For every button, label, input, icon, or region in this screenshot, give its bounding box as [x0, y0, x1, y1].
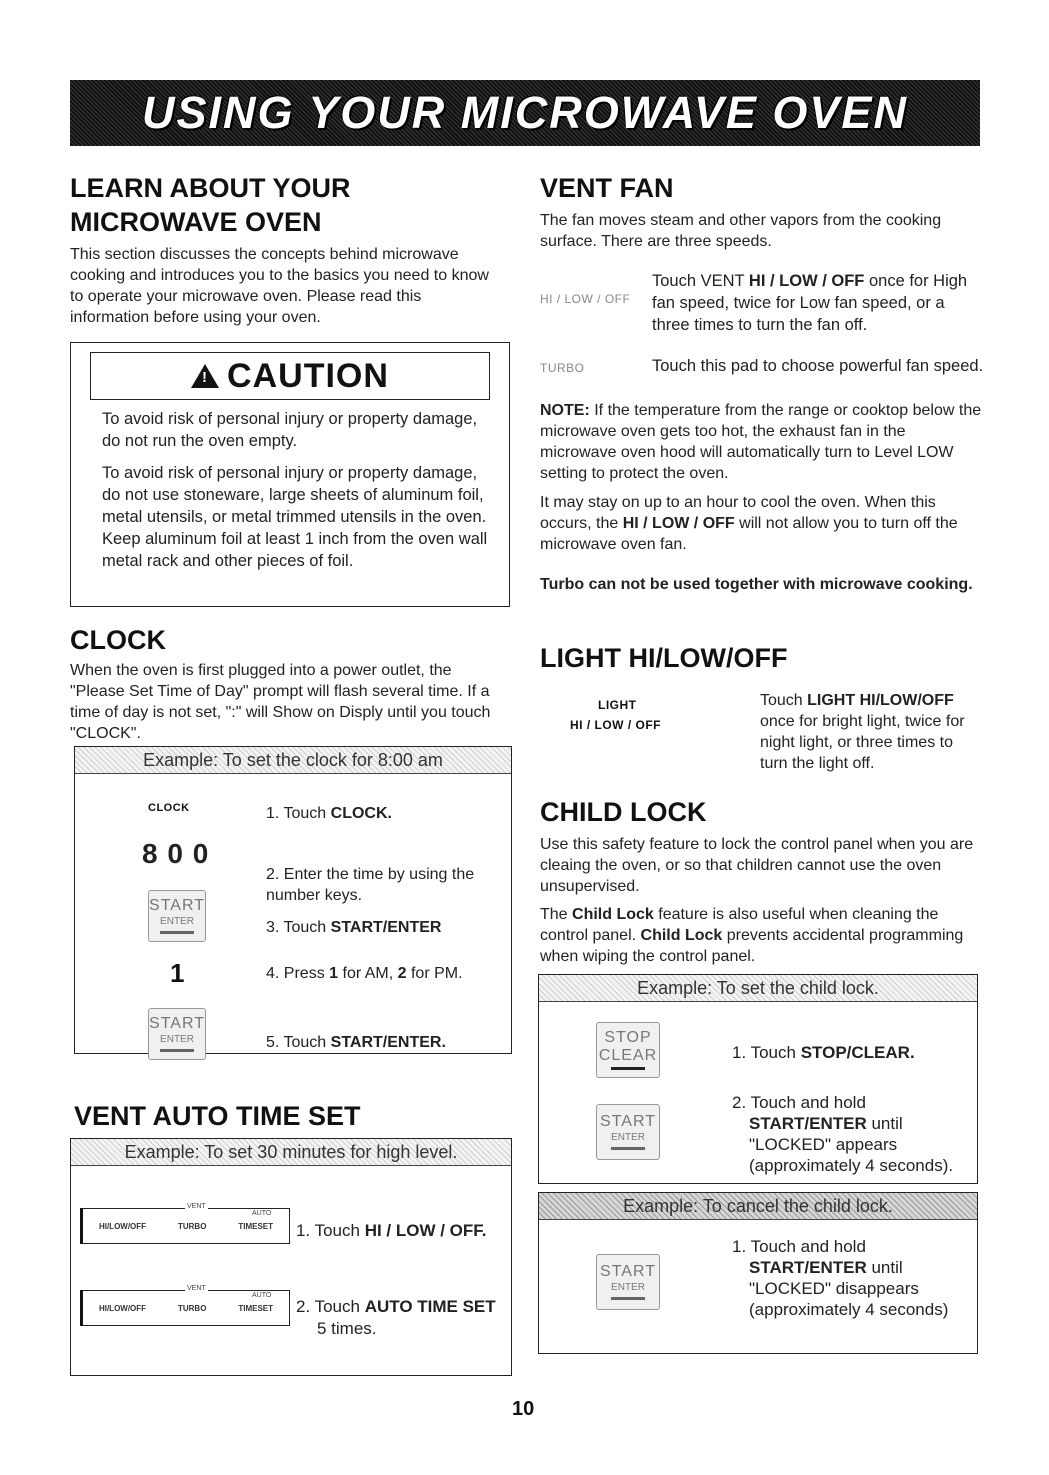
turbo-key: TURBO — [177, 1221, 207, 1231]
stop-clear-key — [596, 1022, 660, 1078]
vent-hilowoff-key: HI / LOW / OFF — [540, 292, 631, 306]
child-lock-heading: CHILD LOCK — [540, 797, 707, 827]
child-set-step-2: 2. Touch and hold — [732, 1093, 866, 1112]
caution-para-2: To avoid risk of personal injury or property damage, do not use stoneware, large sheets of aluminum foil, metal utensils, or metal trimmed utensils in the oven. Keep aluminum foil at least 1 inch from the oven wall metal rack and other pieces of foil. — [102, 464, 488, 570]
clock-heading: CLOCK — [70, 625, 166, 655]
start-enter-key-4 — [596, 1254, 660, 1310]
vent-label: VENT — [187, 1203, 206, 1210]
start-key-text: START — [600, 1263, 656, 1280]
key-underline — [611, 1067, 645, 1070]
clock-digit-one: 1 — [170, 958, 185, 988]
light-heading: LIGHT HI/LOW/OFF — [540, 643, 788, 673]
auto-label: AUTO — [252, 1292, 272, 1299]
caution-para-1: To avoid risk of personal injury or property damage, do not run the oven empty. — [102, 410, 478, 450]
child-lock-body-2: The Child Lock feature is also useful when cleaning the control panel. Child Lock prevents accidental programming when wiping the control panel. — [540, 906, 964, 965]
turbo-key: TURBO — [177, 1303, 207, 1313]
start-enter-key-3 — [596, 1104, 660, 1160]
child-lock-body: Use this safety feature to lock the control panel when you are cleaing the oven, or so that children cannot use the oven unsupervised. — [540, 836, 974, 895]
key-underline — [160, 1049, 194, 1052]
vent-auto-heading: VENT AUTO TIME SET — [74, 1101, 361, 1131]
enter-key-text: ENTER — [611, 1282, 645, 1293]
learn-body: This section discusses the concepts behind microwave cooking and introduces you to the basics you need to know to operate your microwave oven. Please read this information before using your oven. — [70, 246, 489, 326]
vent-note: NOTE: If the temperature from the range or cooktop below the microwave oven gets too hot, the exhaust fan in the microwave oven hood will automatically turn to Level LOW setting to protect the oven. — [540, 402, 982, 482]
clear-key-text: CLEAR — [598, 1047, 658, 1064]
timeset-key: TIMESET — [238, 1303, 274, 1313]
child-lock-cancel-header: Example: To cancel the child lock. — [539, 1193, 977, 1220]
child-set-step-1: 1. Touch STOP/CLEAR. — [732, 1043, 915, 1062]
vent-note-2: It may stay on up to an hour to cool the oven. When this occurs, the HI / LOW / OFF will not allow you to turn off the microwave oven fan. — [540, 494, 958, 553]
vent-hilowoff-desc: Touch VENT HI / LOW / OFF once for High fan speed, twice for Low fan speed, or a three times to turn the fan off. — [652, 272, 968, 334]
learn-heading-line2: MICROWAVE OVEN — [70, 207, 322, 237]
vent-auto-step-1: 1. Touch HI / LOW / OFF. — [296, 1221, 487, 1240]
child-cancel-step-1-l3: "LOCKED" disappears — [749, 1279, 919, 1298]
vent-auto-step-2: 2. Touch AUTO TIME SET — [296, 1297, 496, 1316]
page-number: 10 — [512, 1398, 535, 1420]
page-banner — [70, 80, 980, 146]
caution-title-box — [90, 352, 490, 400]
hilowoff-key: HI/LOW/OFF — [98, 1303, 147, 1313]
vent-fan-body: The fan moves steam and other vapors from the cooking surface. There are three speeds. — [540, 212, 942, 250]
vent-auto-example-header: Example: To set 30 minutes for high level. — [71, 1139, 511, 1166]
vent-label: VENT — [187, 1285, 206, 1292]
light-key-line2: HI / LOW / OFF — [570, 718, 661, 732]
warning-icon — [191, 364, 219, 388]
banner-title: USING YOUR MICROWAVE OVEN — [142, 87, 908, 138]
start-enter-key-2 — [148, 1008, 206, 1060]
child-cancel-step-1-l4: (approximately 4 seconds) — [749, 1300, 949, 1319]
child-cancel-step-1-l2: START/ENTER until — [749, 1258, 903, 1277]
child-cancel-step-1: 1. Touch and hold — [732, 1237, 866, 1256]
key-underline — [611, 1147, 645, 1150]
child-set-step-2-l4: (approximately 4 seconds). — [749, 1156, 954, 1175]
enter-key-text: ENTER — [611, 1132, 645, 1143]
clock-step-1: 1. Touch CLOCK. — [266, 805, 392, 822]
clock-step-2: 2. Enter the time by using the number keys. — [266, 866, 475, 904]
stop-key-text: STOP — [604, 1029, 652, 1046]
vent-auto-example-box — [70, 1138, 512, 1376]
clock-key-label: CLOCK — [148, 802, 190, 814]
clock-digits: 8 0 0 — [142, 838, 210, 869]
key-underline — [611, 1297, 645, 1300]
learn-heading-line1: LEARN ABOUT YOUR — [70, 173, 351, 203]
child-set-step-2-l3: "LOCKED" appears — [749, 1135, 898, 1154]
clock-step-4: 4. Press 1 for AM, 2 for PM. — [266, 965, 463, 982]
clock-step-5: 5. Touch START/ENTER. — [266, 1034, 446, 1051]
vent-turbo-key: TURBO — [540, 361, 585, 375]
start-key-text: START — [149, 1015, 205, 1032]
child-set-step-2-l2: START/ENTER until — [749, 1114, 903, 1133]
turbo-warning: Turbo can not be used together with microwave cooking. — [540, 576, 973, 593]
start-key-text: START — [149, 897, 205, 914]
key-underline — [160, 931, 194, 934]
vent-turbo-desc: Touch this pad to choose powerful fan speed. — [652, 357, 984, 375]
timeset-key: TIMESET — [238, 1221, 274, 1231]
caution-title: CAUTION — [227, 356, 389, 395]
start-key-text: START — [600, 1113, 656, 1130]
clock-body: When the oven is first plugged into a power outlet, the "Please Set Time of Day" prompt will flash several time. If a time of day is not set, ":" will Show on Disply until you touch "CLOCK". — [70, 662, 491, 742]
child-lock-set-header: Example: To set the child lock. — [539, 975, 977, 1002]
start-enter-key — [148, 890, 206, 942]
vent-auto-step-2-cont: 5 times. — [317, 1319, 377, 1338]
hilowoff-key: HI/LOW/OFF — [98, 1221, 147, 1231]
light-desc: Touch LIGHT HI/LOW/OFF once for bright light, twice for night light, or three times to turn the light off. — [760, 692, 965, 772]
vent-fan-heading: VENT FAN — [540, 173, 674, 203]
clock-example-header: Example: To set the clock for 8:00 am — [75, 747, 511, 774]
light-key-line1: LIGHT — [598, 698, 637, 712]
enter-key-text: ENTER — [160, 916, 194, 927]
clock-step-3: 3. Touch START/ENTER — [266, 919, 442, 936]
auto-label: AUTO — [252, 1210, 272, 1217]
enter-key-text: ENTER — [160, 1034, 194, 1045]
